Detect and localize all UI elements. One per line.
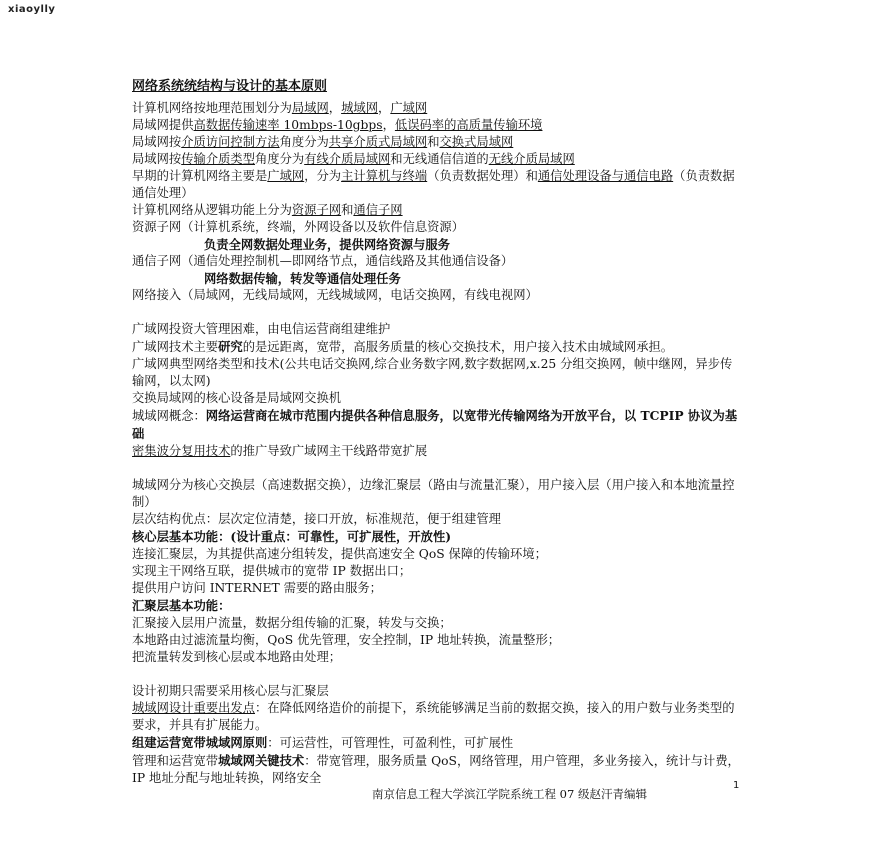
document-line	[132, 100, 744, 117]
text-run: 局域网按	[132, 152, 182, 166]
document-line	[132, 253, 744, 270]
text-run: ：可运营性，可管理性，可盈利性，可扩展性	[267, 736, 514, 750]
underlined-term: 通信子网	[353, 203, 403, 217]
underlined-term: 低误码率的高质量传输环境	[394, 118, 543, 132]
blank-line	[132, 460, 744, 477]
text-run: 计算机网络从逻辑功能上分为	[132, 203, 292, 217]
underlined-term: 介质访问控制方法	[181, 135, 280, 149]
document-lines	[132, 100, 744, 787]
text-run: （负责数据通信处理）	[132, 169, 735, 200]
text-run: 早期的计算机网络主要是	[132, 169, 268, 183]
document-line	[132, 390, 744, 407]
document-line	[132, 270, 744, 287]
text-run: 城域网概念：	[132, 409, 206, 423]
text-run: 交换局域网的核心设备是局域网交换机	[132, 391, 342, 405]
page-number: 1	[733, 780, 740, 791]
text-run: 和	[341, 203, 354, 217]
bold-term: 研究	[218, 339, 243, 354]
text-run: 广域网技术主要	[132, 340, 219, 354]
emphasis-line: 负责全网数据处理业务，提供网络资源与服务	[204, 237, 450, 252]
document-line	[132, 117, 744, 134]
text-run: ：带宽管理，服务质量 QoS，网络管理，用户管理，多业务接入，统计与计费，IP 地址分配与地址转换，网络安全	[132, 754, 740, 785]
document-line	[132, 202, 744, 219]
text-run: 通信子网（通信处理控制机—即网络节点，通信线路及其他通信设备）	[132, 254, 514, 268]
document-line	[132, 563, 744, 580]
text-run: 广域网投资大管理困难，由电信运营商组建维护	[132, 322, 391, 336]
document-line	[132, 236, 744, 253]
bold-term: 城域网关键技术	[218, 753, 305, 768]
underlined-term: 共享介质式局域网	[328, 135, 428, 149]
document-line	[132, 168, 744, 202]
document-line	[132, 752, 744, 787]
document-line	[132, 338, 744, 356]
document-line	[132, 734, 744, 752]
text-run: 管理和运营宽带	[132, 754, 219, 768]
document-line	[132, 683, 744, 700]
text-run: 局域网提供	[132, 118, 194, 132]
underlined-term: 通信处理设备与通信电路	[537, 169, 674, 183]
bold-term: 网络运营商在城市范围内提供各种信息服务，以宽带光传输网络为开放平台，以 TCPIP 协议为基础	[132, 408, 738, 441]
text-run: 资源子网（计算机系统，终端，外网设备以及软件信息资源）	[132, 220, 465, 234]
watermark-text: xiaoylly	[8, 4, 56, 15]
document-title: 网络系统统结构与设计的基本原则	[132, 79, 328, 94]
text-run: （负责数据处理）和	[427, 169, 538, 183]
underlined-term: 资源子网	[291, 203, 342, 217]
text-run: 广域网典型网络类型和技术(公共电话交换网,综合业务数字网,数字数据网,x.25 分组交换网，帧中继网，异步传输网，以太网)	[132, 357, 733, 388]
blank-line	[132, 304, 744, 321]
bold-term: 核心层基本功能：(设计重点：可靠性，可扩展性，开放性)	[132, 529, 452, 544]
underlined-term: 主计算机与终端	[341, 169, 428, 183]
text-run: ，分为	[304, 169, 342, 183]
text-run: 提供用户访问 INTERNET 需要的路由服务；	[132, 581, 382, 595]
document-line	[132, 546, 744, 563]
emphasis-line: 网络数据传输，转发等通信处理任务	[204, 271, 401, 286]
underlined-term: 局域网	[291, 101, 329, 115]
text-run: 角度分为	[279, 135, 329, 149]
text-run: 层次结构优点：层次定位清楚，接口开放，标准规范，便于组建管理	[132, 512, 501, 526]
text-run: 本地路由过滤流量均衡，QoS 优先管理，安全控制，IP 地址转换，流量整形；	[132, 633, 561, 647]
document-line	[132, 151, 744, 168]
underlined-term: 高数据传输速率 10mbps-10gbps	[193, 118, 383, 132]
text-run: ，	[382, 118, 395, 132]
page-footer: 南京信息工程大学滨江学院系统工程 07 级赵汗青编辑	[372, 787, 647, 801]
text-run: 把流量转发到核心层或本地路由处理；	[132, 650, 342, 664]
blank-line	[132, 666, 744, 683]
underlined-term: 传输介质类型	[181, 152, 255, 166]
bold-term: 汇聚层基本功能：	[132, 598, 231, 613]
underlined-term: 无线介质局域网	[488, 152, 575, 166]
document-line	[132, 287, 744, 304]
text-run: 计算机网络按地理范围划分为	[132, 101, 292, 115]
text-run: 角度分为	[255, 152, 305, 166]
bold-term: 组建运营宽带城域网原则	[132, 735, 268, 750]
text-run: 和	[427, 135, 440, 149]
document-line	[132, 580, 744, 597]
underlined-term: 广域网	[390, 101, 428, 115]
document-line	[132, 321, 744, 338]
underlined-term: 城域网	[341, 101, 378, 115]
document-line	[132, 443, 744, 460]
document-body	[132, 78, 744, 787]
text-run: 连接汇聚层，为其提供高速分组转发，提供高速安全 QoS 保障的传输环境；	[132, 547, 547, 561]
text-run: 的推广导致广域网主干线路带宽扩展	[230, 444, 428, 458]
document-line	[132, 134, 744, 151]
document-line	[132, 615, 744, 632]
document-line	[132, 219, 744, 236]
text-run: 和无线通信信道的	[390, 152, 489, 166]
text-run: 实现主干网络互联，提供城市的宽带 IP 数据出口；	[132, 564, 412, 578]
underlined-term: 广域网	[267, 169, 305, 183]
text-run: 的是远距离，宽带，高服务质量的核心交换技术，用户接入技术由城域网承担。	[242, 340, 674, 354]
underlined-term: 有线介质局域网	[304, 152, 391, 166]
document-line	[132, 511, 744, 528]
document-line	[132, 632, 744, 649]
document-line	[132, 477, 744, 511]
underlined-term: 城域网设计重要出发点	[132, 701, 255, 715]
document-line	[132, 356, 744, 390]
text-run: ，	[328, 101, 342, 115]
text-run: 设计初期只需要采用核心层与汇聚层	[132, 684, 329, 698]
document-line	[132, 407, 744, 443]
underlined-term: 交换式局域网	[439, 135, 514, 149]
document-line	[132, 597, 744, 615]
document-line	[132, 700, 744, 734]
document-line	[132, 649, 744, 666]
underlined-term: 密集波分复用技术	[132, 444, 231, 458]
text-run: ：在降低网络造价的前提下，系统能够满足当前的数据交换，接入的用户数与业务类型的要求，并具有扩展能力。	[132, 701, 735, 732]
document-line	[132, 528, 744, 546]
text-run: 城域网分为核心交换层（高速数据交换），边缘汇聚层（路由与流量汇聚），用户接入层（用户接入和本地流量控制）	[132, 478, 735, 509]
text-run: 网络接入（局域网，无线局域网，无线城域网，电话交换网，有线电视网）	[132, 288, 538, 302]
text-run: ，	[378, 101, 391, 115]
text-run: 汇聚接入层用户流量，数据分组传输的汇聚，转发与交换；	[132, 616, 452, 630]
text-run: 局域网按	[132, 135, 182, 149]
